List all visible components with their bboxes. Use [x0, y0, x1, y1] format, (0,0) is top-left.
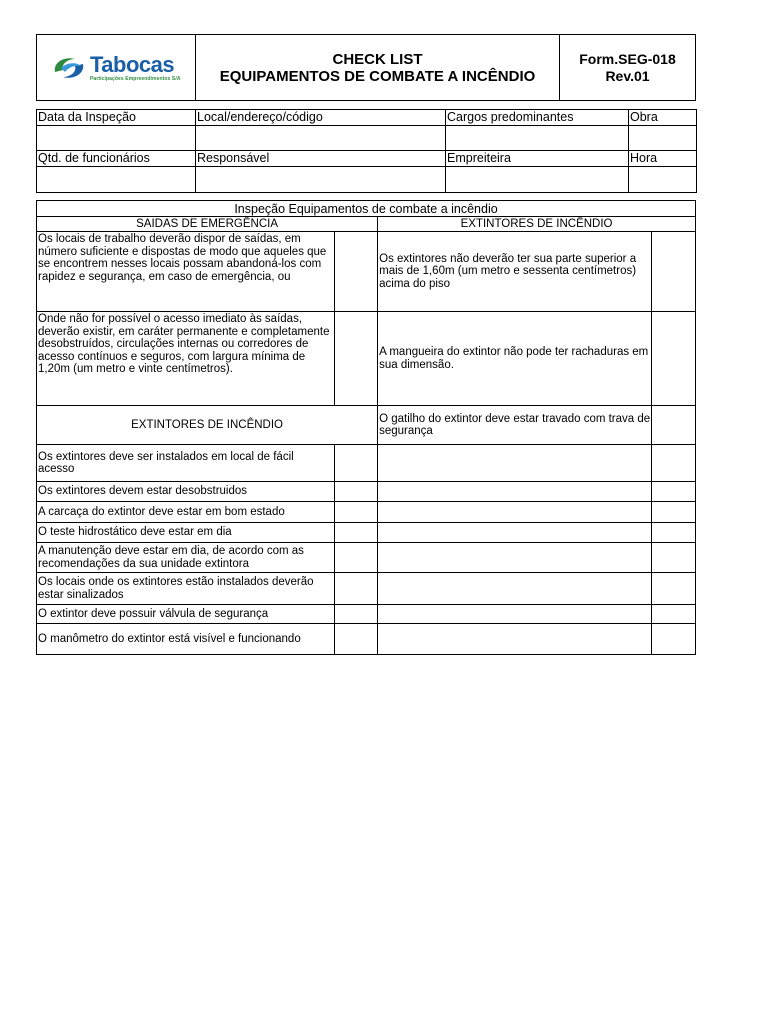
label-obra: Obra: [629, 110, 697, 126]
inspection-info-table: [36, 109, 697, 193]
label-data-inspecao: Data da Inspeção: [37, 110, 196, 126]
check-box[interactable]: [652, 573, 696, 605]
list-item: Os extintores devem estar desobstruidos: [37, 482, 335, 502]
list-item: Onde não for possível o acesso imediato às saídas, deverão existir, em caráter permanente e completamente desobstruídos, circulações internas ou corredores de acesso contínuos e seguros, com largura mínima de 1,20m (um metro e vinte centímetros).: [37, 312, 335, 406]
list-item: O gatilho do extintor deve estar travado com trava de segurança: [378, 406, 652, 445]
label-hora: Hora: [629, 151, 697, 167]
check-box[interactable]: [334, 523, 378, 543]
empty-cell: [378, 482, 652, 502]
check-box[interactable]: [652, 605, 696, 624]
company-logo: [37, 51, 195, 82]
empty-cell: [378, 502, 652, 523]
check-box[interactable]: [334, 482, 378, 502]
label-local: Local/endereço/código: [196, 110, 446, 126]
label-qtd-funcionarios: Qtd. de funcionários: [37, 151, 196, 167]
list-item: Os extintores deve ser instalados em local de fácil acesso: [37, 445, 335, 482]
title-line-1: CHECK LIST: [332, 50, 423, 68]
form-title: [196, 35, 560, 101]
label-cargos: Cargos predominantes: [446, 110, 629, 126]
list-item: A mangueira do extintor não pode ter rachaduras em sua dimensão.: [378, 312, 652, 406]
empty-cell: [378, 573, 652, 605]
empty-cell: [378, 445, 652, 482]
check-box[interactable]: [334, 232, 378, 312]
field-responsavel[interactable]: [196, 167, 446, 193]
list-item: O teste hidrostático deve estar em dia: [37, 523, 335, 543]
field-hora[interactable]: [629, 167, 697, 193]
field-obra[interactable]: [629, 126, 697, 151]
check-box[interactable]: [652, 232, 696, 312]
check-box[interactable]: [334, 502, 378, 523]
heading-saidas-emergencia: SAIDAS DE EMERGÊNCIA: [37, 217, 378, 232]
check-box[interactable]: [334, 573, 378, 605]
check-box[interactable]: [652, 523, 696, 543]
check-box[interactable]: [334, 445, 378, 482]
list-item: Os locais de trabalho deverão dispor de saídas, em número suficiente e dispostas de modo que aqueles que se encontrem nesses locais possam abandoná-los com rapidez e segurança, em caso de emergência, ou: [37, 232, 335, 312]
list-item: Os extintores não deverão ter sua parte superior a mais de 1,60m (um metro e sessenta centímetros) acima do piso: [378, 232, 652, 312]
check-box[interactable]: [652, 482, 696, 502]
list-item: A carcaça do extintor deve estar em bom estado: [37, 502, 335, 523]
check-box[interactable]: [334, 624, 378, 655]
check-box[interactable]: [334, 543, 378, 573]
form-code-cell: [560, 35, 696, 101]
form-header: [36, 34, 696, 101]
list-item: Os locais onde os extintores estão instalados deverão estar sinalizados: [37, 573, 335, 605]
field-local[interactable]: [196, 126, 446, 151]
check-box[interactable]: [652, 445, 696, 482]
title-line-2: EQUIPAMENTOS DE COMBATE A INCÊNDIO: [219, 67, 536, 85]
check-box[interactable]: [652, 624, 696, 655]
check-box[interactable]: [652, 502, 696, 523]
empty-cell: [378, 605, 652, 624]
list-item: A manutenção deve estar em dia, de acordo com as recomendações da sua unidade extintora: [37, 543, 335, 573]
field-cargos[interactable]: [446, 126, 629, 151]
logo-subtitle: Participações Empreendimentos S/A: [90, 75, 181, 82]
checklist-table: [36, 200, 696, 655]
field-data-inspecao[interactable]: [37, 126, 196, 151]
label-empreiteira: Empreiteira: [446, 151, 629, 167]
check-box[interactable]: [334, 312, 378, 406]
revision: Rev.01: [605, 67, 650, 84]
heading-extintores-left: EXTINTORES DE INCÊNDIO: [37, 406, 378, 445]
field-qtd-funcionarios[interactable]: [37, 167, 196, 193]
empty-cell: [378, 624, 652, 655]
check-box[interactable]: [652, 312, 696, 406]
logo-cell: [37, 35, 196, 101]
form-code: Form.SEG-018: [579, 50, 676, 67]
empty-cell: [378, 543, 652, 573]
checklist-title: Inspeção Equipamentos de combate a incêndio: [37, 201, 696, 217]
list-item: O manômetro do extintor está visível e funcionando: [37, 624, 335, 655]
check-box[interactable]: [334, 605, 378, 624]
label-responsavel: Responsável: [196, 151, 446, 167]
list-item: O extintor deve possuir válvula de segurança: [37, 605, 335, 624]
empty-cell: [378, 523, 652, 543]
check-box[interactable]: [652, 543, 696, 573]
heading-extintores-right: EXTINTORES DE INCÊNDIO: [378, 217, 696, 232]
check-box[interactable]: [652, 406, 696, 445]
logo-swirl-icon: [51, 54, 87, 82]
logo-name: Tabocas: [90, 51, 175, 77]
field-empreiteira[interactable]: [446, 167, 629, 193]
